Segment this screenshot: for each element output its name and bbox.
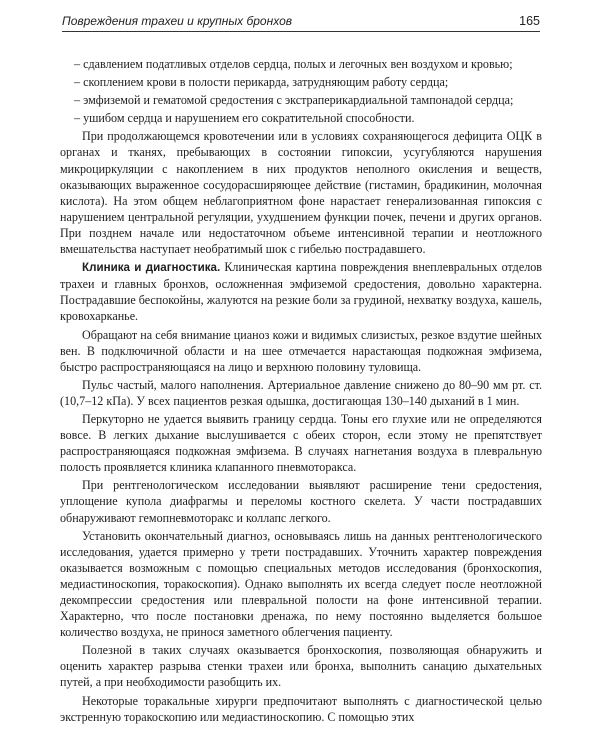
paragraph: Обращают на себя внимание цианоз кожи и видимых слизистых, резкое вздутие шейных вен. В подключичной области и на шее отмечается нарастающая подкожная эмфизема, быстро распространяющаяся на лицо и верхнюю половину туловища. <box>60 327 542 374</box>
running-title: Повреждения трахеи и крупных бронхов <box>62 14 293 28</box>
list-item: – сдавлением податливых отделов сердца, полых и легочных вен воздухом и кровью; <box>74 57 513 71</box>
paragraph: Пульс частый, малого наполнения. Артериальное давление снижено до 80–90 мм рт. ст. (10,7–12 кПа). У всех пациентов резкая одышка, достигающая 130–140 дыханий в 1 мин. <box>60 377 542 408</box>
section-heading: Клиника и диагностика. <box>82 261 221 275</box>
page-number: 165 <box>519 14 540 28</box>
paragraph-with-heading <box>60 259 542 324</box>
paragraph: При рентгенологическом исследовании выявляют расширение тени средостения, уплощение купола диафрагмы и переломы костного скелета. У части пострадавших обнаруживают гемопневмоторакс и коллапс легкого. <box>60 478 542 525</box>
list-item: – эмфиземой и гематомой средостения с экстраперикардиальной тампонадой сердца; <box>74 93 514 108</box>
paragraph: Некоторые торакальные хирурги предпочитают выполнять с диагностической целью экстренную торакоскопию или медиастиноскопию. С помощью этих <box>60 693 542 724</box>
paragraph: Полезной в таких случаях оказывается бронхоскопия, позволяющая обнаружить и оценить характер разрыва стенки трахеи или бронха, выполнить санацию дыхательных путей, а при необходимости разобщить их. <box>60 643 542 690</box>
running-header <box>62 14 540 32</box>
list-item: – скоплением крови в полости перикарда, затрудняющим работу сердца; <box>74 75 449 90</box>
paragraph: При продолжающемся кровотечении или в условиях сохраняющегося дефицита ОЦК в органах и тканях, пребывающих в состоянии гипоксии, усугубляются нарушения микроциркуляции с накоплением в них продуктов неполного окисления и веществ, оказывающих выраженное сосудорасширяющее действие (гистамин, брадикинин, молочная кислота). На этом общем неблагоприятном фоне нарастает генерализованная гипоксия с нарушением центральной регуляции, ухудшением функции почек, печени и других органов. При позднем начале или недостаточном объеме интенсивной терапии и неотложного вмешательства наступает необратимый шок с гибелью пострадавшего. <box>60 129 542 257</box>
paragraph-text: Клиническая картина повреждения внеплевральных отделов трахеи и главных бронхов, осложненная эмфиземой средостения, довольно характерна. Пострадавшие беспокойны, жалуются на резкие боли за грудиной, нехватку воздуха, кашель, кровохарканье. <box>60 260 542 324</box>
list-item: – ушибом сердца и нарушением его сократительной способности. <box>74 111 415 126</box>
paragraph: Установить окончательный диагноз, основываясь лишь на данных рентгенологического исследования, удается примерно у трети пострадавших. Уточнить характер повреждения оказывается возможным с помощью специальных методов исследования (бронхоскопия, медиастиноскопия, торакоскопия). Однако выполнять их всегда следует после неотложной декомпрессии средостения или плевральной полости на фоне интенсивной терапии. Характерно, что после постановки дренажа, по нему постоянно выделяется большое количество воздуха, не принося заметного облегчения пациенту. <box>60 528 542 640</box>
paragraph: Перкуторно не удается выявить границу сердца. Тоны его глухие или не определяются вовсе. В легких дыхание выслушивается с обеих сторон, если этому не препятствует распространяющаяся подкожная эмфизема. В случаях нагнетания воздуха в плевральную полость проявляется клиника клапанного пневмоторакса. <box>60 411 542 475</box>
body-text <box>60 56 542 727</box>
